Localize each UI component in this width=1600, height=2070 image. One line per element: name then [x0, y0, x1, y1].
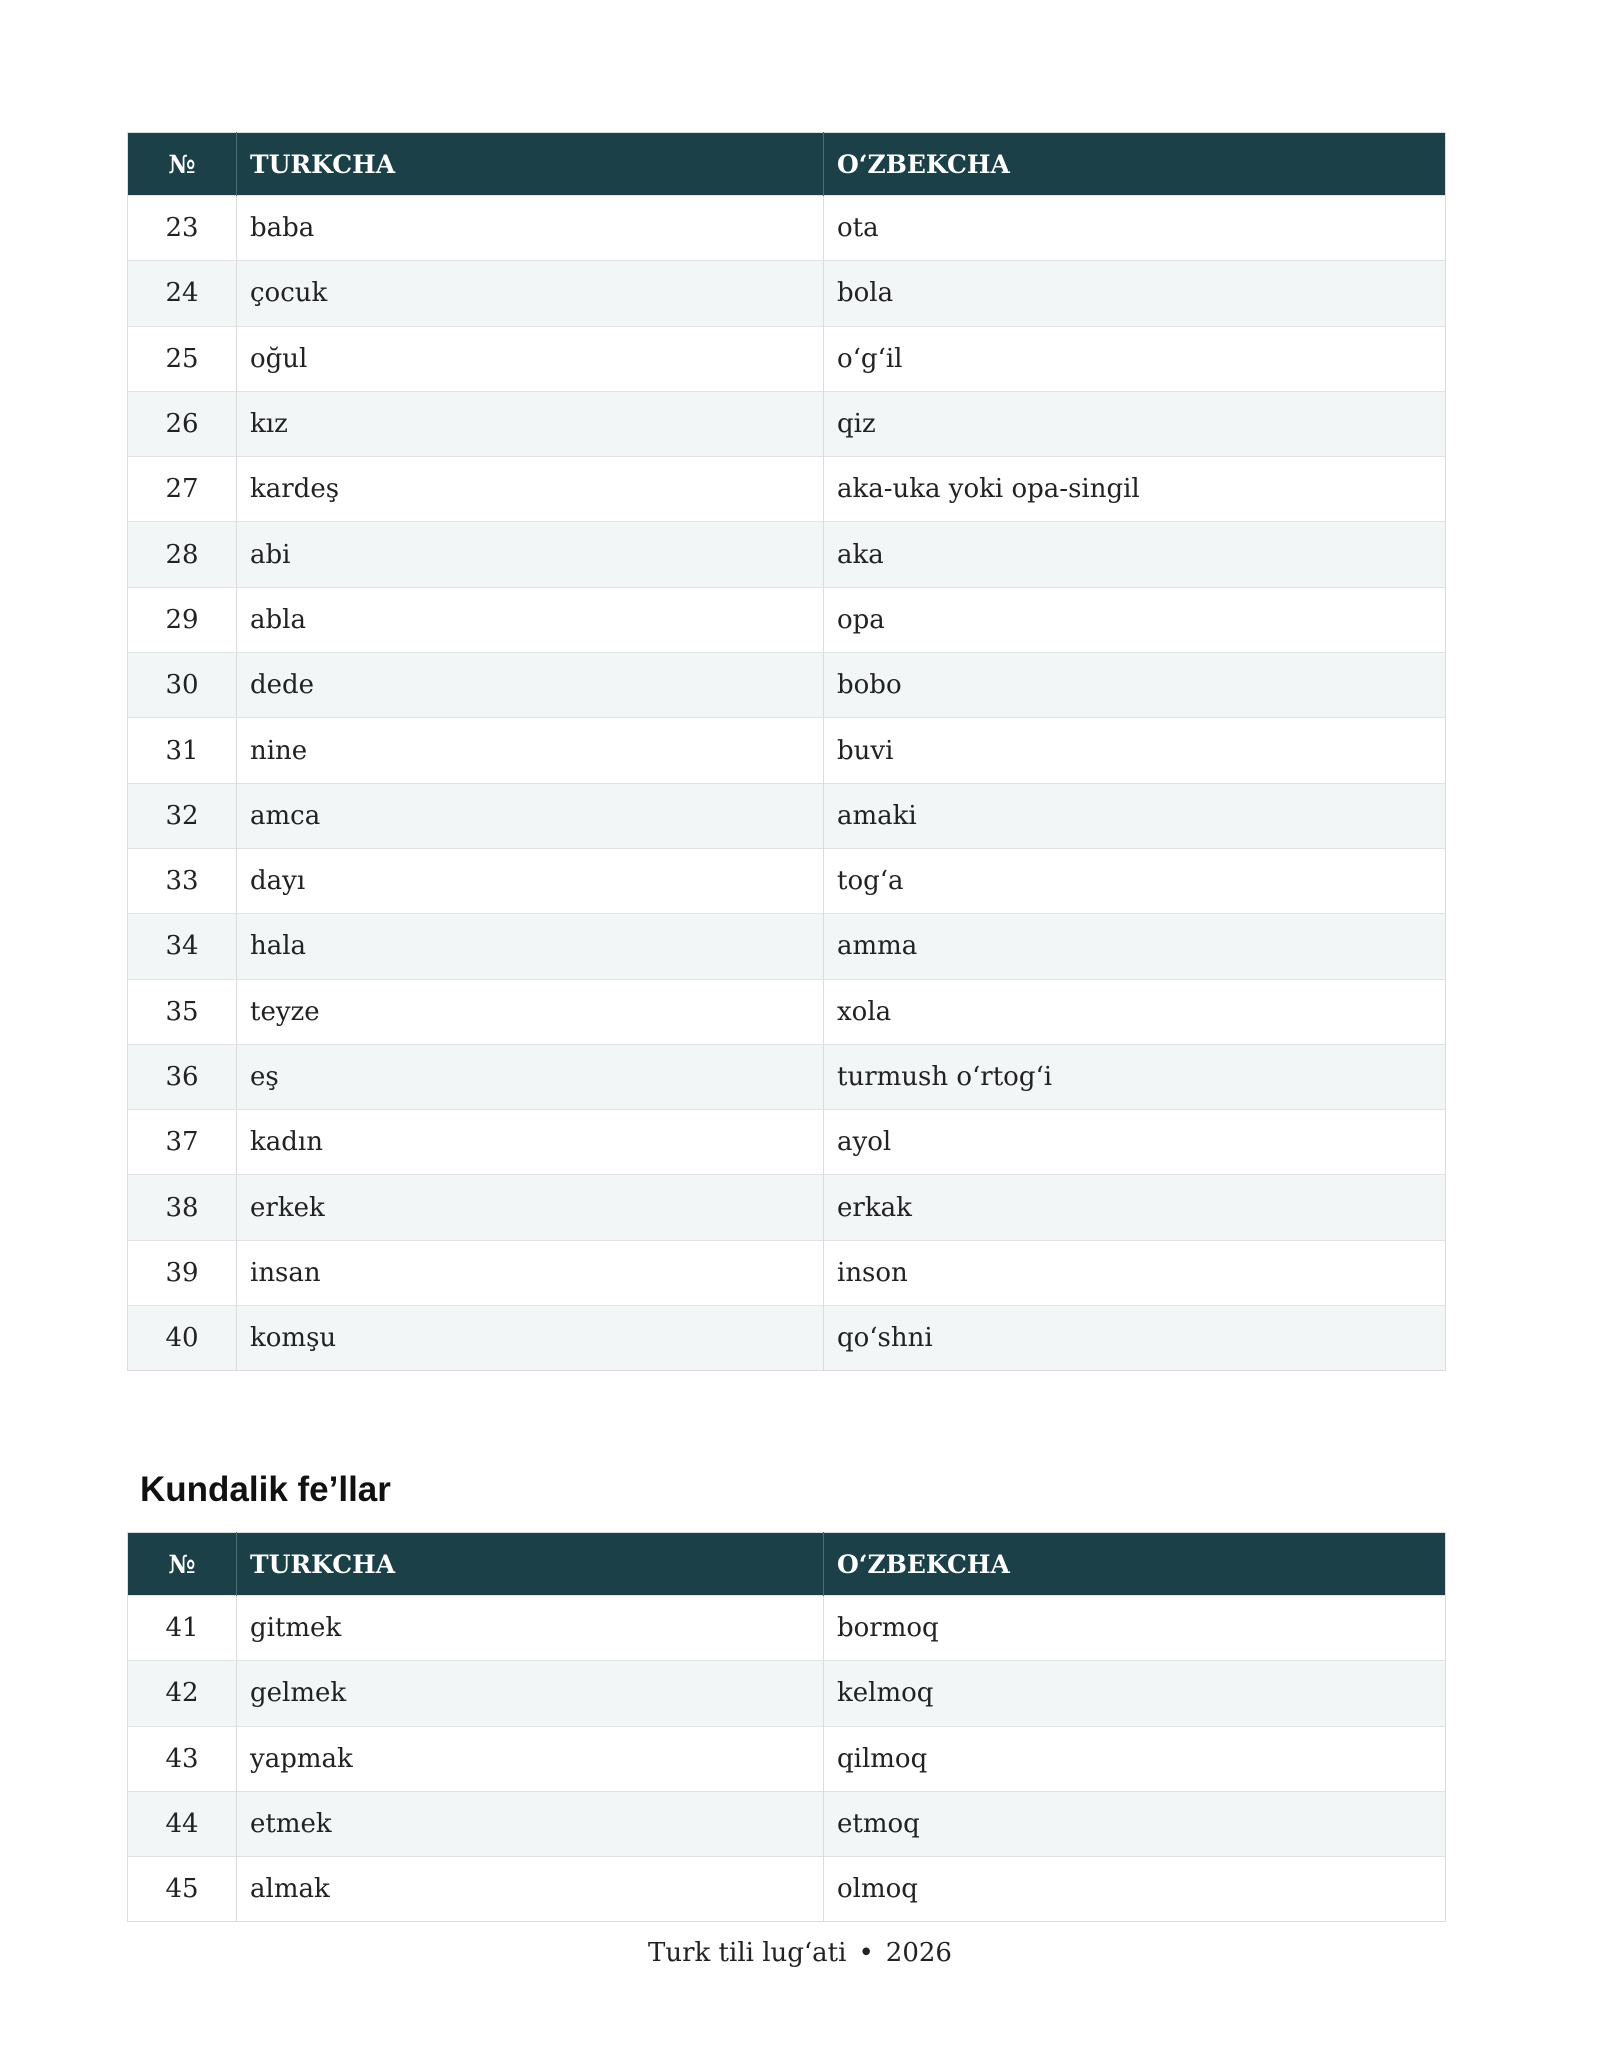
cell-number: 35 [128, 979, 237, 1044]
footer-year: 2026 [885, 1938, 952, 1968]
cell-number: 34 [128, 914, 237, 979]
cell-turkish: insan [237, 1240, 824, 1305]
table-row [128, 653, 1446, 718]
cell-uzbek: ota [824, 196, 1446, 261]
cell-uzbek: aka [824, 522, 1446, 587]
cell-uzbek: opa [824, 587, 1446, 652]
table-row [128, 979, 1446, 1044]
table-row [128, 1044, 1446, 1109]
table-row [128, 1306, 1446, 1371]
cell-uzbek: etmoq [824, 1791, 1446, 1856]
cell-turkish: eş [237, 1044, 824, 1109]
table-row [128, 1175, 1446, 1240]
cell-uzbek: kelmoq [824, 1661, 1446, 1726]
cell-turkish: nine [237, 718, 824, 783]
cell-number: 25 [128, 326, 237, 391]
cell-uzbek: erkak [824, 1175, 1446, 1240]
cell-uzbek: inson [824, 1240, 1446, 1305]
cell-uzbek: qo‘shni [824, 1306, 1446, 1371]
cell-turkish: dayı [237, 848, 824, 913]
table-row [128, 1791, 1446, 1856]
cell-number: 36 [128, 1044, 237, 1109]
table-header-row [128, 1533, 1446, 1596]
column-header-uzbek: O‘ZBEKCHA [824, 133, 1446, 196]
cell-number: 37 [128, 1110, 237, 1175]
cell-number: 43 [128, 1726, 237, 1791]
cell-turkish: erkek [237, 1175, 824, 1240]
column-header-number: № [128, 133, 237, 196]
cell-uzbek: qilmoq [824, 1726, 1446, 1791]
cell-uzbek: ayol [824, 1110, 1446, 1175]
cell-number: 41 [128, 1596, 237, 1661]
cell-number: 30 [128, 653, 237, 718]
cell-number: 42 [128, 1661, 237, 1726]
cell-turkish: çocuk [237, 261, 824, 326]
cell-uzbek: olmoq [824, 1857, 1446, 1922]
cell-turkish: dede [237, 653, 824, 718]
cell-turkish: kız [237, 391, 824, 456]
column-header-uzbek: O‘ZBEKCHA [824, 1533, 1446, 1596]
cell-number: 26 [128, 391, 237, 456]
cell-uzbek: xola [824, 979, 1446, 1044]
table-row [128, 196, 1446, 261]
cell-uzbek: bobo [824, 653, 1446, 718]
cell-uzbek: amaki [824, 783, 1446, 848]
table-row [128, 1726, 1446, 1791]
cell-turkish: abla [237, 587, 824, 652]
cell-number: 44 [128, 1791, 237, 1856]
table-row [128, 1596, 1446, 1661]
cell-number: 40 [128, 1306, 237, 1371]
cell-turkish: hala [237, 914, 824, 979]
cell-turkish: oğul [237, 326, 824, 391]
table-row [128, 914, 1446, 979]
table-row [128, 1110, 1446, 1175]
cell-number: 33 [128, 848, 237, 913]
section-heading: Kundalik fe’llar [140, 1470, 391, 1509]
cell-turkish: almak [237, 1857, 824, 1922]
cell-number: 28 [128, 522, 237, 587]
table-row [128, 718, 1446, 783]
table-row [128, 522, 1446, 587]
cell-uzbek: tog‘a [824, 848, 1446, 913]
table-header-row [128, 133, 1446, 196]
page-footer [0, 1938, 1600, 1968]
cell-turkish: gelmek [237, 1661, 824, 1726]
vocab-table-verbs [127, 1532, 1446, 1922]
footer-separator: • [858, 1938, 874, 1968]
cell-turkish: teyze [237, 979, 824, 1044]
cell-turkish: etmek [237, 1791, 824, 1856]
cell-uzbek: qiz [824, 391, 1446, 456]
cell-number: 24 [128, 261, 237, 326]
cell-uzbek: turmush o‘rtog‘i [824, 1044, 1446, 1109]
cell-uzbek: o‘g‘il [824, 326, 1446, 391]
column-header-number: № [128, 1533, 237, 1596]
footer-title: Turk tili lug‘ati [648, 1938, 847, 1968]
cell-turkish: komşu [237, 1306, 824, 1371]
table-row [128, 326, 1446, 391]
cell-turkish: yapmak [237, 1726, 824, 1791]
cell-uzbek: buvi [824, 718, 1446, 783]
table-row [128, 1240, 1446, 1305]
cell-number: 29 [128, 587, 237, 652]
cell-turkish: kadın [237, 1110, 824, 1175]
cell-uzbek: bormoq [824, 1596, 1446, 1661]
cell-turkish: abi [237, 522, 824, 587]
cell-uzbek: amma [824, 914, 1446, 979]
cell-number: 31 [128, 718, 237, 783]
cell-number: 32 [128, 783, 237, 848]
column-header-turkish: TURKCHA [237, 133, 824, 196]
cell-uzbek: aka-uka yoki opa-singil [824, 457, 1446, 522]
table-row [128, 587, 1446, 652]
table-row [128, 391, 1446, 456]
cell-number: 27 [128, 457, 237, 522]
table-row [128, 848, 1446, 913]
cell-turkish: baba [237, 196, 824, 261]
cell-number: 23 [128, 196, 237, 261]
cell-turkish: amca [237, 783, 824, 848]
cell-number: 38 [128, 1175, 237, 1240]
table-row [128, 1857, 1446, 1922]
vocab-table-family [127, 132, 1446, 1371]
table-row [128, 1661, 1446, 1726]
table-row [128, 457, 1446, 522]
cell-turkish: kardeş [237, 457, 824, 522]
column-header-turkish: TURKCHA [237, 1533, 824, 1596]
cell-number: 39 [128, 1240, 237, 1305]
cell-uzbek: bola [824, 261, 1446, 326]
cell-turkish: gitmek [237, 1596, 824, 1661]
cell-number: 45 [128, 1857, 237, 1922]
table-row [128, 261, 1446, 326]
table-row [128, 783, 1446, 848]
